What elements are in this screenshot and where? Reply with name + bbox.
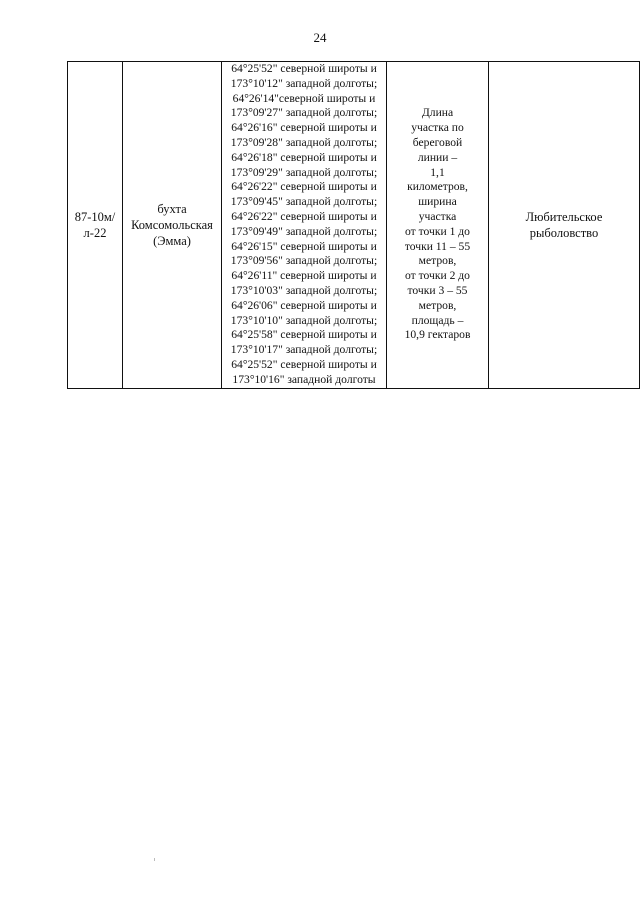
size-line: от точки 1 до [405, 224, 470, 238]
coordinate-line: 173°10'10" западной долготы; [230, 313, 378, 327]
scan-speck [154, 858, 155, 861]
purpose-line: рыболовство [529, 225, 599, 240]
size-line: линии – [417, 150, 458, 164]
coordinate-line: 173°10'16" западной долготы [232, 372, 376, 386]
fishing-area-table [67, 61, 640, 389]
purpose-cell [489, 62, 640, 389]
size-line: площадь – [411, 313, 464, 327]
size-line: метров, [418, 254, 457, 268]
size-line: километров, [407, 180, 468, 194]
coordinate-line: 64°26'22" северной широты и [231, 209, 377, 223]
coordinate-line: 173°10'03" западной долготы; [230, 283, 378, 297]
size-line: береговой [412, 135, 463, 149]
coordinate-line: 173°10'17" западной долготы; [230, 343, 378, 357]
coordinate-line: 64°26'11" северной широты и [231, 269, 377, 283]
size-line: участка по [411, 121, 464, 135]
coordinate-line: 173°09'29" западной долготы; [230, 165, 378, 179]
size-line: метров, [418, 298, 457, 312]
page-number: 24 [313, 30, 327, 45]
coordinates-cell [222, 62, 387, 389]
size-line: участка [418, 209, 457, 223]
coordinate-line: 173°09'56" западной долготы; [230, 254, 378, 268]
purpose-line: Любительское [525, 209, 603, 224]
coordinate-line: 64°25'52" северной широты и [231, 357, 377, 371]
coordinate-line: 173°09'28" западной долготы; [230, 135, 378, 149]
coordinate-line: 173°09'49" западной долготы; [230, 224, 378, 238]
coordinate-line: 64°26'18" северной широты и [231, 150, 377, 164]
place-line: бухта [157, 201, 187, 216]
coordinate-line: 64°26'16" северной широты и [231, 121, 377, 135]
coordinate-line: 173°09'27" западной долготы; [230, 106, 378, 120]
coordinate-line: 64°26'06" северной широты и [231, 298, 377, 312]
coordinate-line: 64°26'15" северной широты и [231, 239, 377, 253]
size-line: от точки 2 до [405, 269, 470, 283]
area-id-cell [68, 62, 123, 389]
coordinate-line: 173°10'12" западной долготы; [230, 76, 378, 90]
coordinate-line: 64°26'14"северной широты и [232, 91, 376, 105]
size-line: 10,9 гектаров [404, 328, 471, 342]
area-id-line: 87-10м/ [74, 209, 116, 224]
coordinate-line: 173°09'45" западной долготы; [230, 195, 378, 209]
place-line: (Эмма) [153, 233, 191, 248]
size-line: точки 3 – 55 [407, 283, 468, 297]
area-size-cell [387, 62, 489, 389]
size-line: ширина [418, 195, 457, 209]
size-line: точки 11 – 55 [404, 239, 471, 253]
coordinate-line: 64°25'58" северной широты и [231, 328, 377, 342]
area-place-cell [123, 62, 222, 389]
size-line: Длина [421, 106, 454, 120]
area-id-line: л-22 [83, 225, 107, 240]
place-line: Комсомольская [131, 217, 213, 232]
coordinate-line: 64°26'22" северной широты и [231, 180, 377, 194]
size-line: 1,1 [430, 165, 445, 179]
coordinate-line: 64°25'52" северной широты и [231, 62, 377, 75]
table-row [68, 62, 640, 389]
